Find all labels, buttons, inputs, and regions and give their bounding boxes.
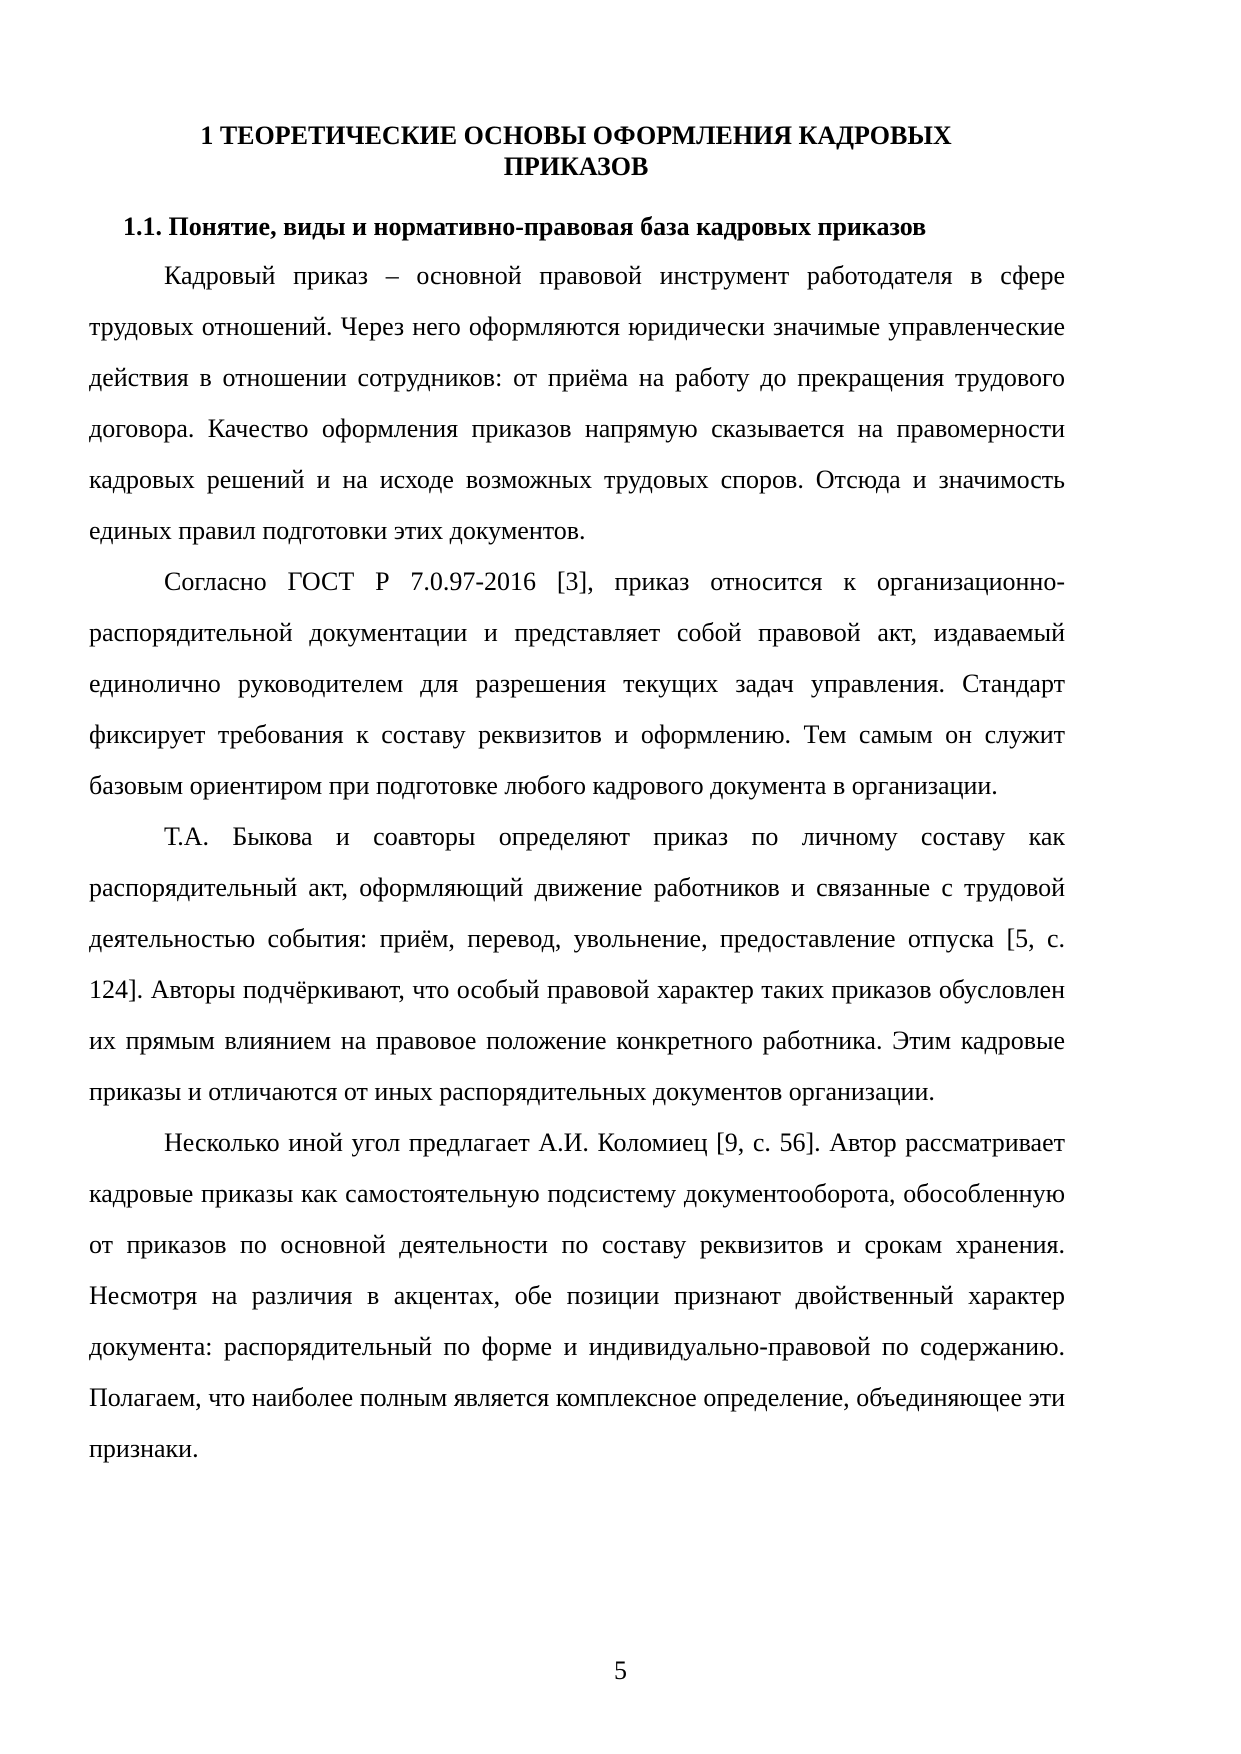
paragraph-4: Несколько иной угол предлагает А.И. Коломиец [9, с. 56]. Автор рассматривает кадровые приказы как самостоятельную подсистему документооборота, обособленную от приказов по основной деятельности по составу реквизитов и срокам хранения. Несмотря на различия в акцентах, обе позиции признают двойственный характер документа: распорядительный по форме и индивидуально-правовой по содержанию. Полагаем, что наиболее полным является комплексное определение, объединяющее эти признаки.	[89, 1128, 1065, 1463]
body-text	[89, 250, 1065, 1474]
chapter-title	[150, 120, 1002, 182]
page-number: 5	[614, 1656, 627, 1685]
chapter-title-line-2: ПРИКАЗОВ	[503, 152, 649, 181]
chapter-title-line-1: 1 ТЕОРЕТИЧЕСКИЕ ОСНОВЫ ОФОРМЛЕНИЯ КАДРОВЫХ	[200, 121, 952, 150]
paragraph-3: Т.А. Быкова и соавторы определяют приказ по личному составу как распорядительный акт, оформляющий движение работников и связанные с трудовой деятельностью события: приём, перевод, увольнение, предоставление отпуска [5, с. 124]. Авторы подчёркивают, что особый правовой характер таких приказов обусловлен их прямым влиянием на правовое положение конкретного работника. Этим кадровые приказы и отличаются от иных распорядительных документов организации.	[89, 822, 1065, 1106]
paragraph-2: Согласно ГОСТ Р 7.0.97-2016 [3], приказ относится к организационно-распорядительной документации и представляет собой правовой акт, издаваемый единолично руководителем для разрешения текущих задач управления. Стандарт фиксирует требования к составу реквизитов и оформлению. Тем самым он служит базовым ориентиром при подготовке любого кадрового документа в организации.	[89, 567, 1065, 800]
paragraph-1: Кадровый приказ – основной правовой инструмент работодателя в сфере трудовых отношений. Через него оформляются юридически значимые управленческие действия в отношении сотрудников: от приёма на работу до прекращения трудового договора. Качество оформления приказов напрямую сказывается на правомерности кадровых решений и на исходе возможных трудовых споров. Отсюда и значимость единых правил подготовки этих документов.	[89, 261, 1065, 545]
section-title: 1.1. Понятие, виды и нормативно-правовая база кадровых приказов	[123, 212, 927, 241]
